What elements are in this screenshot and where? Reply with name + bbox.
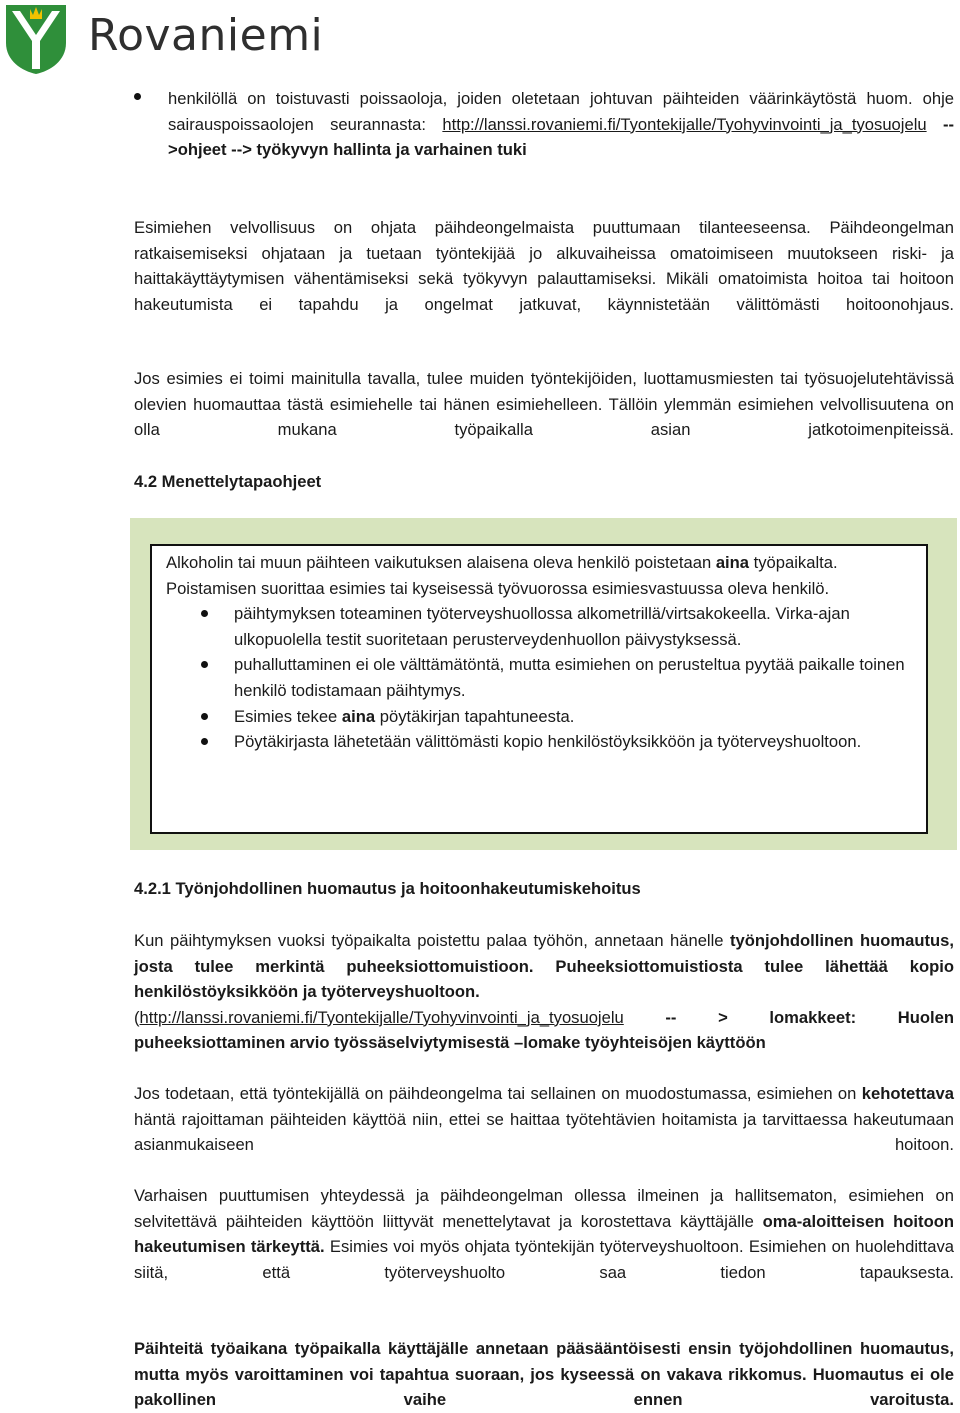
procedure-intro-emphasis: aina (715, 553, 750, 572)
lanssi-link[interactable]: http://lanssi.rovaniemi.fi/Tyontekijalle/Tyohyvinvointi_ja_tyosuojelu (442, 114, 927, 134)
paragraph-jos-esimies: Jos esimies ei toimi mainitulla tavalla, tulee muiden työntekijöiden, luottamusmiesten tai työsuojelutehtävissä olevien huomauttaa tästä esimiehelle tai hänen esimiehelleen. Tällöin ylemmän esimiehen velvollisuutena on olla mukana työpaikalla asian jatkotoimenpiteissä. (134, 369, 954, 440)
paragraph-paihteita-tyoaikana: Päihteitä työaikana työpaikalla käyttäjälle annetaan pääsääntöisesti ensin työjohdollinen huomautus, mutta myös varoittaminen voi tapahtua suoraan, jos kyseessä on vakava rikkomus. Huomautus ei ole pakollinen vaihe ennen varoitusta. (134, 1339, 954, 1410)
section-heading-4-2: 4.2 Menettelytapaohjeet (134, 472, 322, 491)
brand-wordmark: Rovaniemi (88, 10, 324, 61)
top-bullet-text (168, 86, 954, 163)
procedure-item-text: Esimies tekee (234, 706, 342, 726)
paragraph-jos-todetaan (134, 1081, 954, 1158)
bullet-dot (134, 93, 141, 100)
procedure-intro-text: Alkoholin tai muun päihteen vaikutuksen alaisena oleva henkilö poistetaan (166, 553, 716, 572)
paragraph-varhaisen-puuttumisen (134, 1183, 954, 1285)
lanssi-link-2[interactable]: http://lanssi.rovaniemi.fi/Tyontekijalle/Tyohyvinvointi_ja_tyosuojelu (139, 1007, 624, 1027)
paren: ( (134, 1007, 140, 1027)
paragraph-text: Jos todetaan, että työntekijällä on päihdeongelma tai sellainen on muodostumassa, esimiehen on (134, 1084, 862, 1103)
procedure-item: Pöytäkirjasta lähetetään välittömästi kopio henkilöstöyksikköön ja työterveyshuoltoon. (166, 729, 914, 755)
procedure-item: päihtymyksen toteaminen työterveyshuollossa alkometrillä/virtsakokeella. Virka-ajan ulkopuolella testit suoritetaan perusterveydenhuollon päivystyksessä. (166, 601, 914, 652)
bullet-line: henkilöllä on toistuvasti poissaoloja, joiden oletetaan johtuvan päihteiden väärinkäytöstä huom. ohje sairauspoissaolojen seurannasta: (168, 89, 954, 134)
procedure-item-emphasis: aina (341, 706, 376, 726)
paragraph-emphasis: kehotettava (861, 1084, 954, 1103)
paragraph-emphasis: oma-aloitteisen hoitoon hakeutumisen tärkeyttä. (134, 1211, 954, 1257)
procedure-item-text-2: pöytäkirjan tapahtuneesta. (375, 706, 575, 726)
procedure-item (166, 704, 914, 730)
paragraph-text-2: häntä rajoittaman päihteiden käyttöä niin, ettei se haittaa työtehtävien hoitamista ja tarvittaessa hakeutumaan asianmukaiseen hoitoon. (134, 1109, 954, 1155)
paragraph-esimiehen-velvollisuus: Esimiehen velvollisuus on ohjata päihdeongelmaista puuttumaan tilanteeseensa. Päihdeongelman ratkaisemiseksi ohjataan ja tuetaan työntekijää jo alkuvaiheissa omatoimiseen muutokseen riski- ja haittakäyttäytymisen vähentämiseksi sekä työkyvyn palauttamiseksi. Mikäli omatoimista hoitoa tai hoitoon hakeutumista ei tapahdu ja ongelmat jatkuvat, käynnistetään välittömästi hoitoonohjaus. (134, 218, 954, 314)
bullet-link-tail: -->ohjeet --> työkyvyn hallinta ja varhainen tuki (168, 114, 954, 160)
paragraph-text-2: Esimies voi myös ohjata työntekijän työterveyshuoltoon. Esimiehen on huolehdittava siitä, että työterveyshuolto saa tiedon tapauksesta. (134, 1237, 955, 1282)
rovaniemi-coat-of-arms-logo (4, 3, 68, 75)
paragraph-text: Kun päihtymyksen vuoksi työpaikalta poistettu palaa työhön, annetaan hänelle (134, 931, 730, 950)
procedure-intro-text-2: työpaikalta. Poistamisen suorittaa esimies tai kyseisessä työvuorossa esimiesvastuussa oleva henkilö. (166, 553, 838, 598)
procedure-box (150, 544, 928, 834)
paragraph-text: Varhaisen puuttumisen yhteydessä ja päihdeongelman ollessa ilmeinen ja hallitsematon, esimiehen on selvitettävä päihteiden käyttöön liittyvät menettelytavat ja korostettava käyttäjälle (134, 1186, 954, 1231)
paragraph-tyonjohdollinen-huomautus (134, 928, 954, 1056)
procedure-list (166, 601, 914, 755)
procedure-item: puhalluttaminen ei ole välttämätöntä, mutta esimiehen on perusteltua pyytää paikalle toinen henkilö todistamaan päihtymys. (166, 652, 914, 703)
procedure-intro (166, 550, 914, 601)
form-reference: -- > lomakkeet: Huolen puheeksiottaminen arvio työssäselviytymisestä –lomake työyhteisöjen käyttöön (134, 1007, 954, 1053)
section-heading-4-2-1: 4.2.1 Työnjohdollinen huomautus ja hoitoonhakeutumiskehoitus (134, 879, 641, 898)
paragraph-emphasis: työnjohdollinen huomautus, josta tulee merkintä puheeksiottomuistioon. Puheeksiottomuistiosta tulee lähettää kopio henkilöstöyksikköön ja työterveyshuoltoon. (134, 931, 955, 1002)
